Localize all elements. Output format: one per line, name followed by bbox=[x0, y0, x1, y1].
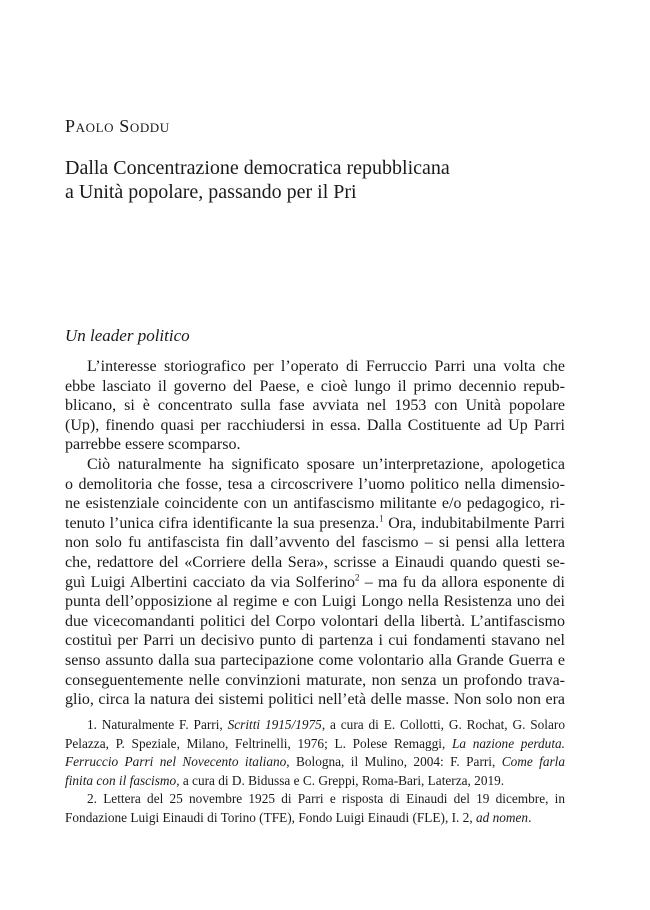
chapter-author: Paolo Soddu bbox=[65, 116, 170, 136]
body-line-text: L’interesse storiografico per l’operato di Ferruccio Parri una volta che bbox=[87, 358, 565, 375]
footnote-text: 2. Lettera del 25 novembre 1925 di Parri e risposta di Einaudi del 19 dicembre, in bbox=[87, 791, 565, 807]
footnote-line bbox=[65, 809, 565, 828]
body-line-text: senso assunto dalla sua partecipazione come volontario alla Grande Guerra e bbox=[65, 651, 565, 669]
body-line-text: (Up), finendo quasi per racchiudersi in essa. Dalla Costituente ad Up Parri bbox=[65, 416, 565, 434]
body-line-text: – ma fu da allora esponente di bbox=[359, 573, 565, 591]
footnote-line bbox=[65, 735, 565, 754]
citation-title: Come farla bbox=[501, 754, 565, 770]
footnote-line bbox=[65, 716, 565, 735]
body-line-text: non solo fu antifascista fin dall’avvento del fascismo – si pensi alla lettera bbox=[65, 534, 565, 552]
body-line bbox=[65, 377, 565, 397]
citation-title: La nazione perduta. bbox=[452, 735, 565, 751]
body-line-text: tenuto l’unica cifra identificante la sua presenza. bbox=[65, 514, 380, 532]
body-line-text: ne esistenziale coincidente con un antifascismo militante e/o pedagogico, ri- bbox=[65, 495, 565, 513]
body-line-text: blicano, si è concentrato sulla fase avviata nel 1953 con Unità popolare bbox=[65, 397, 565, 415]
body-line bbox=[65, 494, 565, 514]
body-line bbox=[65, 396, 565, 416]
body-line bbox=[65, 690, 565, 710]
footnote-text: Pelazza, P. Speziale, Milano, Feltrinelli, 1976; L. Polese Remaggi, bbox=[65, 735, 453, 751]
body-line-text: due vicecomandanti politici del Corpo volontari della libertà. L’antifascismo bbox=[65, 612, 565, 630]
body-line-text: punta dell’opposizione al regime e con Luigi Longo nella Resistenza uno dei bbox=[65, 593, 565, 611]
body-line-text: guì Luigi Albertini cacciato da via Solferino bbox=[65, 573, 356, 591]
body-line bbox=[65, 514, 565, 534]
chapter-title bbox=[65, 156, 565, 204]
footnote-line bbox=[65, 790, 565, 809]
citation-title: finita con il fascismo bbox=[65, 772, 177, 788]
body-line-text: o demolitoria che fosse, tesa a circoscrivere l’uomo politico nella dimensio- bbox=[65, 475, 565, 493]
body-line-text: Ciò naturalmente ha significato sposare un’interpretazione, apologetica bbox=[87, 455, 565, 473]
footnote-text: 1. Naturalmente F. Parri, bbox=[87, 717, 228, 732]
footnote-text: , a cura di D. Bidussa e C. Greppi, Roma-Bari, Laterza, 2019. bbox=[176, 772, 505, 788]
body-line bbox=[65, 592, 565, 612]
body-line bbox=[65, 553, 565, 573]
footnote-line bbox=[65, 753, 565, 772]
body-line-text: conseguentemente nelle convinzioni maturate, non senza un profondo trava- bbox=[65, 671, 565, 689]
citation-title: Ferruccio Parri nel Novecento italiano bbox=[65, 754, 287, 770]
body-line bbox=[65, 475, 565, 495]
body-line-text: glio, circa la natura dei sistemi politici nell’età delle masse. Non solo non era bbox=[65, 691, 565, 709]
book-page bbox=[65, 0, 565, 910]
body-line bbox=[65, 671, 565, 691]
section-heading: Un leader politico bbox=[65, 326, 190, 345]
footnote-text: Fondazione Luigi Einaudi di Torino (TFE), Fondo Luigi Einaudi (FLE), I. 2, bbox=[65, 809, 476, 825]
footnote-text: , Bologna, il Mulino, 2004: F. Parri, bbox=[286, 754, 502, 770]
body-line-text: che, redattore del «Corriere della Sera», scrisse a Einaudi quando questi se- bbox=[65, 553, 565, 571]
body-line bbox=[65, 455, 565, 475]
chapter-title-line: Dalla Concentrazione democratica repubblicana bbox=[65, 157, 450, 179]
footnote-text: . bbox=[528, 809, 532, 825]
body-text bbox=[65, 357, 565, 710]
body-line-text: ebbe lasciato il governo del Paese, e cioè lungo il primo decennio repub- bbox=[65, 377, 565, 395]
footnotes bbox=[65, 716, 565, 828]
body-line bbox=[65, 533, 565, 553]
citation-title: ad nomen bbox=[475, 809, 529, 825]
body-line-text: costituì per Parri un decisivo punto di partenza i cui fondamenti stavano nel bbox=[65, 632, 565, 650]
body-line bbox=[65, 651, 565, 671]
citation-title: Scritti 1915/1975 bbox=[227, 717, 322, 732]
body-line-text: Ora, indubitabilmente Parri bbox=[383, 514, 565, 532]
chapter-title-line: a Unità popolare, passando per il Pri bbox=[65, 181, 357, 203]
body-line bbox=[65, 357, 565, 377]
footnote-text: , a cura di E. Collotti, G. Rochat, G. Solaro bbox=[321, 717, 565, 732]
footnote-marker[interactable]: 1 bbox=[379, 513, 384, 524]
body-line-text: parrebbe essere scomparso. bbox=[65, 436, 241, 454]
footnote-line bbox=[65, 772, 565, 791]
body-line bbox=[65, 631, 565, 651]
footnote-marker[interactable]: 2 bbox=[355, 572, 360, 583]
body-line bbox=[65, 435, 565, 455]
body-line bbox=[65, 573, 565, 593]
body-line bbox=[65, 416, 565, 436]
body-line bbox=[65, 612, 565, 632]
